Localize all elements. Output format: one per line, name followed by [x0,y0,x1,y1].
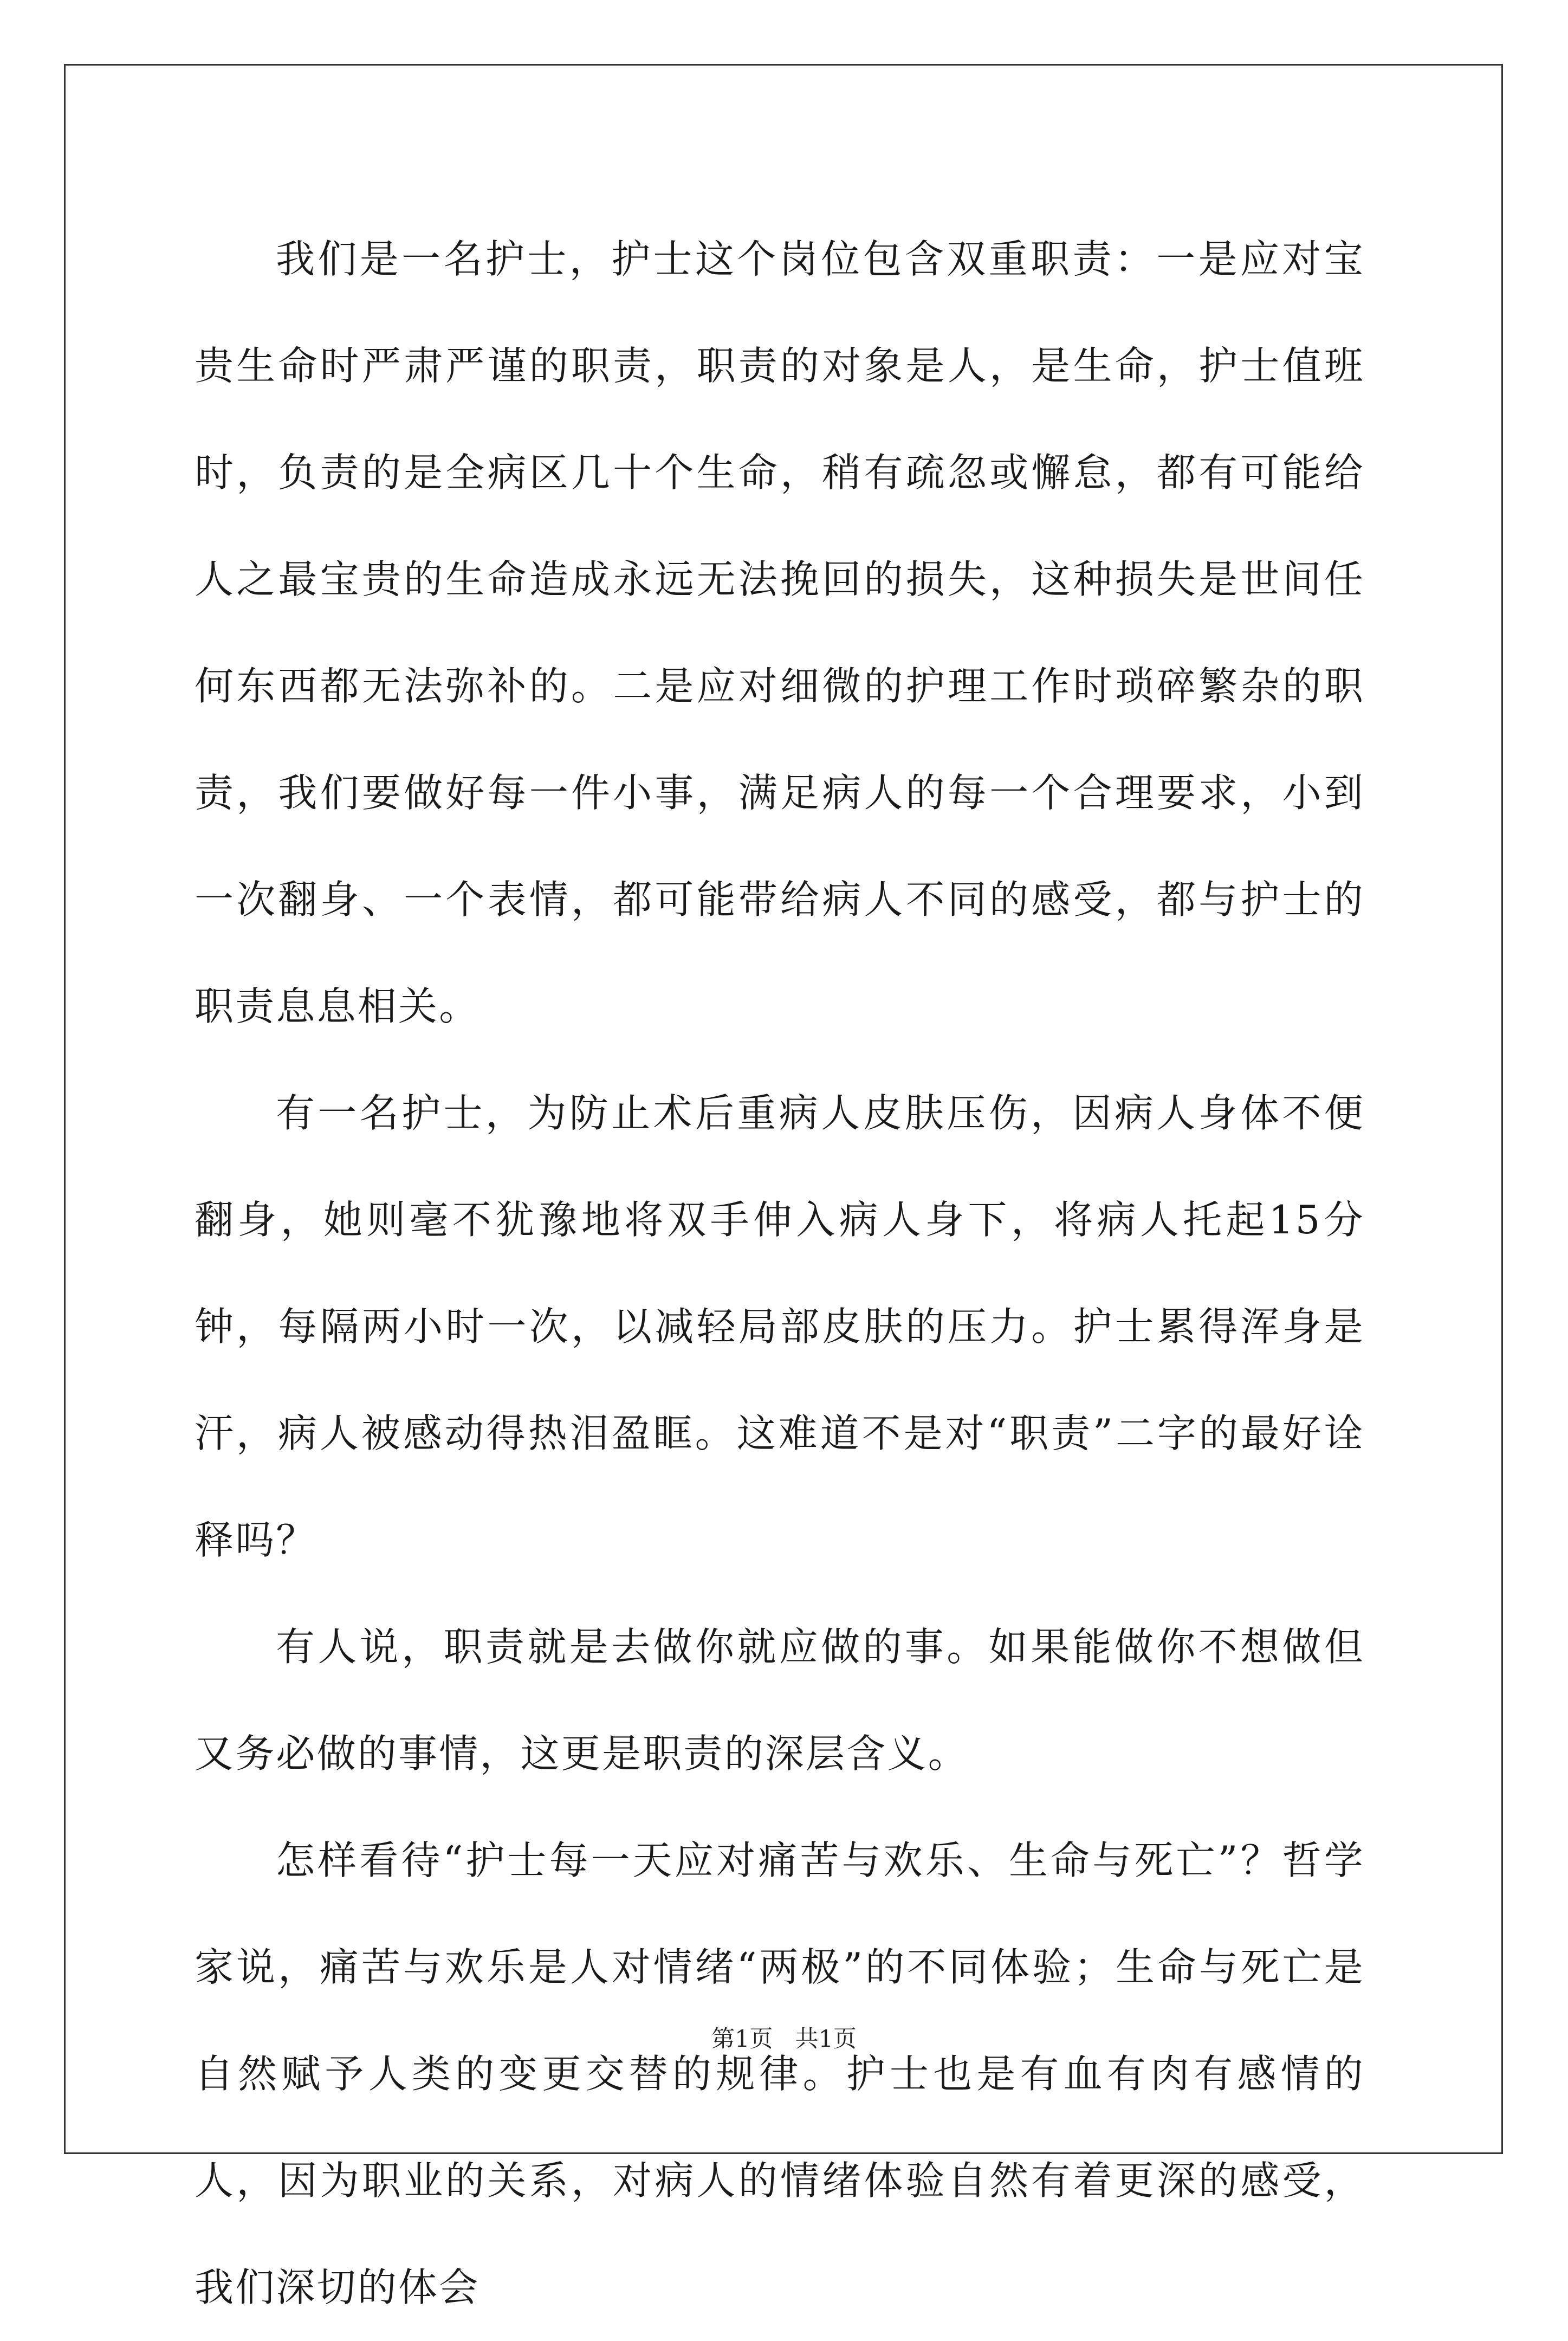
page-footer [0,2023,1568,2055]
paragraph-3: 有人说，职责就是去做你就应做的事。如果能做你不想做但又务必做的事情，这更是职责的深层含义。 [195,1624,1365,1776]
paragraph-4: 怎样看待“护士每一天应对痛苦与欢乐、生命与死亡”？哲学家说，痛苦与欢乐是人对情绪“两极”的不同体验；生命与死亡是自然赋予人类的变更交替的规律。护士也是有血有肉有感情的人，因为职业的关系，对病人的情绪体验自然有着更深的感受，我们深切的体会 [195,1838,1365,2310]
document-body [195,206,1365,2341]
paragraph-1: 我们是一名护士，护士这个岗位包含双重职责：一是应对宝贵生命时严肃严谨的职责，职责的对象是人，是生命，护士值班时，负责的是全病区几十个生命，稍有疏忽或懈怠，都有可能给人之最宝贵的生命造成永远无法挽回的损失，这种损失是世间任何东西都无法弥补的。二是应对细微的护理工作时琐碎繁杂的职责，我们要做好每一件小事，满足病人的每一个合理要求，小到一次翻身、一个表情，都可能带给病人不同的感受，都与护士的职责息息相关。 [195,236,1365,1029]
page-total: 共1页 [795,2026,857,2053]
paragraph-2: 有一名护士，为防止术后重病人皮肤压伤，因病人身体不便翻身，她则毫不犹豫地将双手伸入病人身下，将病人托起15分钟，每隔两小时一次，以减轻局部皮肤的压力。护士累得浑身是汗，病人被感动得热泪盈眶。这难道不是对“职责”二字的最好诠释吗？ [195,1090,1365,1563]
page-number: 第1页 [711,2026,773,2053]
